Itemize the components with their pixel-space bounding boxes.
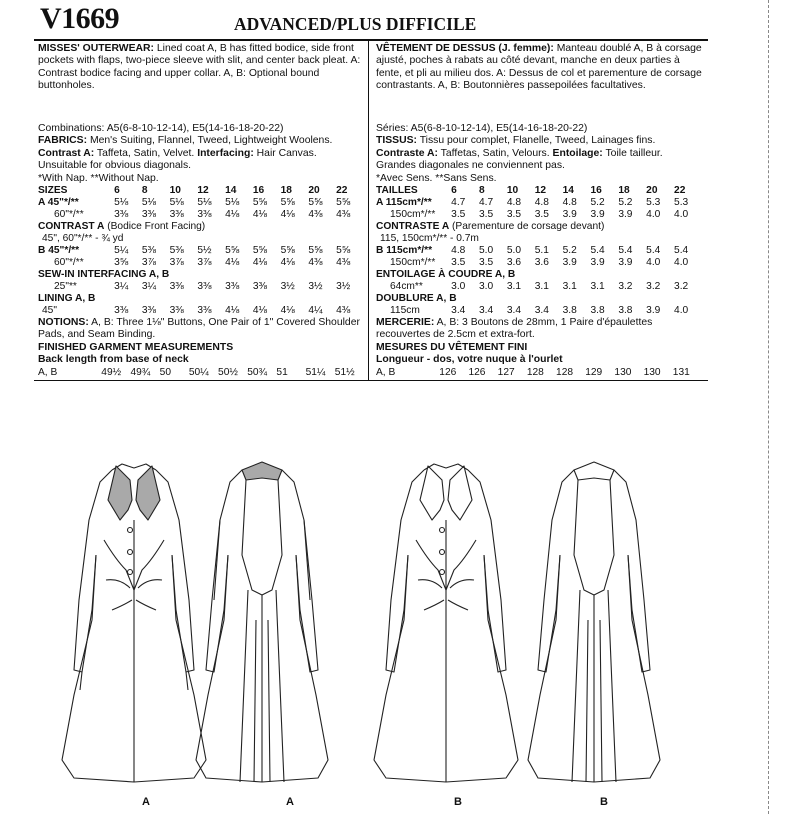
sizes-row: TAILLES 6 8 10 12 14 16 18 20 22 xyxy=(376,185,686,197)
caption-a-front: A xyxy=(142,796,150,808)
combinations: Combinations: A5(6-8-10-12-14), E5(14-16-18-20-22) xyxy=(38,123,284,134)
caption-b-front: B xyxy=(454,796,462,808)
sens-note: *Avec Sens. **Sans Sens. xyxy=(376,172,497,184)
series: Séries: A5(6-8-10-12-14), E5(14-16-18-20-22) xyxy=(376,123,588,134)
finished-measurements-heading: FINISHED GARMENT MEASUREMENTS xyxy=(38,341,234,353)
table-row: 60"*/** 3⅝ 3⅞ 3⅞ 3⅞ 4⅛ 4⅛ 4⅛ 4⅜ 4⅜ xyxy=(54,257,351,269)
coat-b-front-drawing xyxy=(374,464,518,782)
coat-a-back-drawing xyxy=(196,462,328,782)
notions: NOTIONS: A, B: Three 1⅛" Buttons, One Pair of 1" Covered Shoulder Pads, and Seam Binding. xyxy=(38,317,360,341)
table-row: 60"*/** 3⅜ 3⅜ 3⅜ 3⅜ 4⅛ 4⅛ 4⅛ 4⅜ 4⅜ xyxy=(54,209,351,221)
coat-line-drawings xyxy=(34,460,714,810)
table-row: A 115cm*/** 4.7 4.7 4.8 4.8 4.8 5.2 5.2 5.3 5.3 xyxy=(376,197,689,209)
yardage-table-fr xyxy=(376,185,702,317)
unsuitable-note: Unsuitable for obvious diagonals. xyxy=(38,160,192,172)
table-row: 45", 60"*/** - ¾ yd xyxy=(42,233,124,245)
table-row: DOUBLURE A, B xyxy=(376,293,457,305)
finished-length-table-en xyxy=(38,367,364,379)
table-row: 25"** 3¼ 3¼ 3⅜ 3⅜ 3⅜ 3⅜ 3½ 3½ 3½ xyxy=(54,281,351,293)
nap-note: *With Nap. **Without Nap. xyxy=(38,172,159,184)
page-edge-dashed xyxy=(768,0,769,814)
table-row: B 115cm*/** 4.8 5.0 5.0 5.1 5.2 5.4 5.4 5.4 5.4 xyxy=(376,245,689,257)
table-row: A, B 49½ 49¾ 50 50¼ 50½ 50¾ 51 51¼ 51½ xyxy=(38,366,355,378)
table-row: LINING A, B xyxy=(38,293,96,305)
caption-a-back: A xyxy=(286,796,294,808)
coat-a-front-drawing xyxy=(62,464,206,782)
table-row: 150cm*/** 3.5 3.5 3.6 3.6 3.9 3.9 3.9 4.0 4.0 xyxy=(390,257,689,269)
english-description: MISSES' OUTERWEAR: Lined coat A, B has fitted bodice, side front pockets with flaps, two-piece sleeve with slit, and center back pleat. A: Contrast bodice facing and upper collar. A, B: Optional bound buttonholes. xyxy=(38,43,361,92)
diagonales-note: Grandes diagonales ne conviennent pas. xyxy=(376,160,565,172)
technical-drawings xyxy=(34,460,714,810)
longueur-label: Longueur - dos, votre nuque à l'ourlet xyxy=(376,354,563,366)
yardage-table-en xyxy=(38,185,364,317)
table-row: 45" 3⅜ 3⅜ 3⅜ 3⅜ 4⅛ 4⅛ 4⅛ 4¼ 4⅜ xyxy=(42,305,351,317)
contrast-collar-back xyxy=(242,462,282,480)
table-row: A 45"*/** 5⅛ 5⅛ 5⅛ 5⅛ 5⅛ 5⅝ 5⅝ 5⅝ 5⅝ xyxy=(38,197,351,209)
header-rule xyxy=(34,39,708,41)
contrast-interfacing: Contrast A: Taffeta, Satin, Velvet. Interfacing: Hair Canvas. xyxy=(38,147,317,159)
french-column xyxy=(376,43,702,379)
tissus: TISSUS: Tissu pour complet, Flanelle, Tweed, Lainages fins. xyxy=(376,135,656,147)
finished-length-table-fr xyxy=(376,367,702,379)
table-row: 115, 150cm*/** - 0.7m xyxy=(380,233,479,245)
table-row: CONTRAST A (Bodice Front Facing) xyxy=(38,221,206,233)
french-description: VÊTEMENT DE DESSUS (J. femme): Manteau doublé A, B à corsage ajusté, poches à rabats au côté devant, manche en deux parties à fente, et pli au milieu dos. A: Dessus de col et parementure de corsage contrastants. A, B: Boutonnières passepoilées facultatives. xyxy=(376,43,702,92)
mercerie: MERCERIE: A, B: 3 Boutons de 28mm, 1 Paire d'épaulettes recouvertes de 2.5cm et extra-fort. xyxy=(376,317,653,341)
fabrics: FABRICS: Men's Suiting, Flannel, Tweed, Lightweight Woolens. xyxy=(38,135,333,147)
contraste-entoilage: Contraste A: Taffetas, Satin, Velours. Entoilage: Toile tailleur. xyxy=(376,147,663,159)
table-row: SEW-IN INTERFACING A, B xyxy=(38,269,170,281)
table-row: A, B 126 126 127 128 128 129 130 130 131 xyxy=(376,366,690,378)
sizes-row: SIZES 6 8 10 12 14 16 18 20 22 xyxy=(38,185,348,197)
table-row: CONTRASTE A (Parementure de corsage devant) xyxy=(376,221,605,233)
table-row: B 45"*/** 5¼ 5⅜ 5⅜ 5½ 5⅝ 5⅝ 5⅝ 5⅝ 5⅝ xyxy=(38,245,351,257)
column-divider xyxy=(368,41,369,381)
text-bottom-rule xyxy=(34,380,708,381)
back-length-label: Back length from base of neck xyxy=(38,354,189,366)
pattern-number: V1669 xyxy=(40,2,120,35)
mesures-heading: MESURES DU VÊTEMENT FINI xyxy=(376,341,528,353)
table-row: 115cm 3.4 3.4 3.4 3.4 3.8 3.8 3.8 3.9 4.0 xyxy=(390,305,689,317)
table-row: ENTOILAGE À COUDRE A, B xyxy=(376,269,516,281)
contrast-collar-a xyxy=(108,466,132,520)
coat-b-back-drawing xyxy=(528,462,660,782)
english-column xyxy=(38,43,364,379)
caption-b-back: B xyxy=(600,796,608,808)
table-row: 64cm** 3.0 3.0 3.1 3.1 3.1 3.1 3.2 3.2 3.2 xyxy=(390,281,689,293)
table-row: 150cm*/** 3.5 3.5 3.5 3.5 3.9 3.9 3.9 4.0 4.0 xyxy=(390,209,689,221)
difficulty-level: ADVANCED/PLUS DIFFICILE xyxy=(234,14,477,34)
